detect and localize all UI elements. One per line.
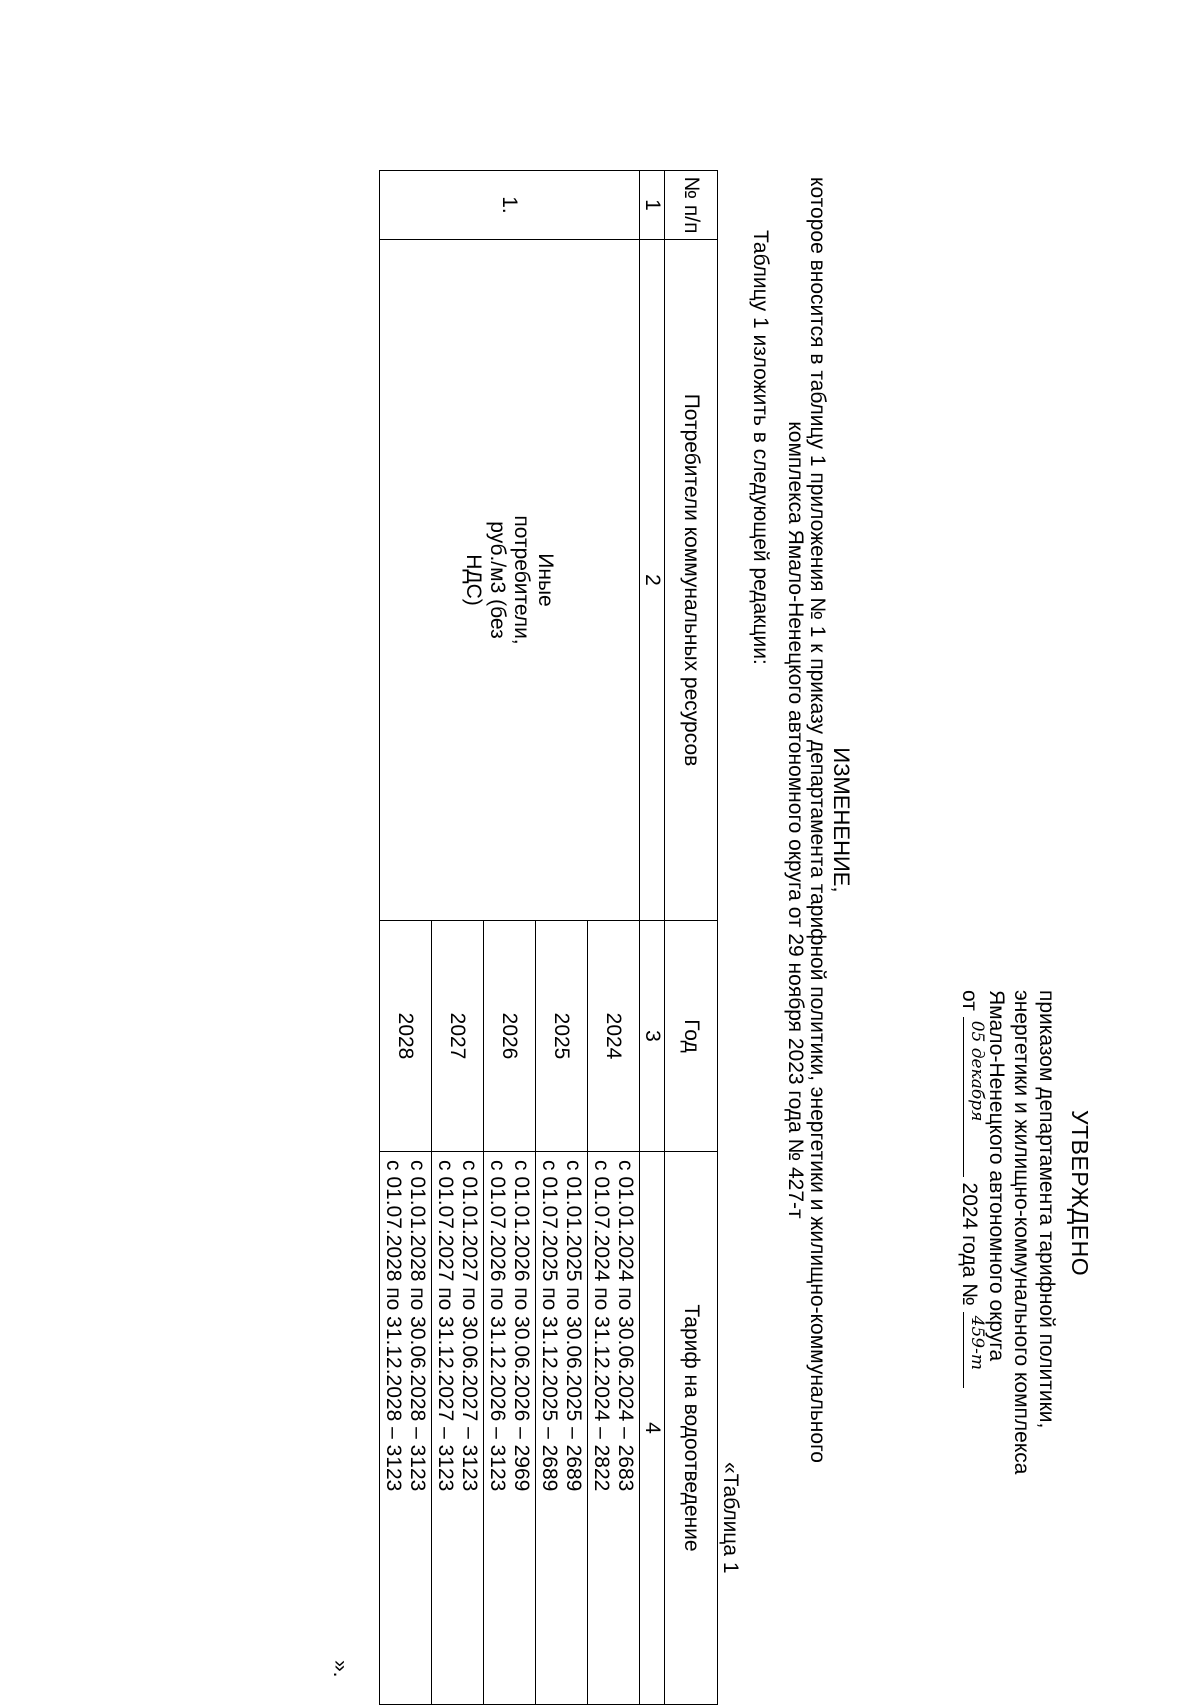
tariff-table [379, 170, 718, 1705]
row-number: 1. [380, 171, 640, 240]
consumer-cell: Иные потребители, руб./м3 (без НДС) [380, 240, 640, 921]
tariff-line: с 01.01.2028 по 30.06.2028 – 3123 [406, 1160, 430, 1492]
date-prefix: от [958, 990, 981, 1011]
handwritten-number: 459-т [967, 1315, 987, 1370]
date-signature-line [963, 1017, 987, 1177]
approval-line-2: энергетики и жилищно-коммунального комплекса [1010, 990, 1033, 1475]
tariff-line: с 01.07.2024 по 31.12.2024 – 2822 [590, 1160, 614, 1492]
header-consumers: Потребители коммунальных ресурсов [665, 240, 718, 921]
table-tag: «Таблица 1 [719, 1462, 742, 1574]
table-header-row [665, 171, 718, 1705]
col-num-1: 1 [640, 171, 665, 240]
header-number: № п/п [665, 171, 718, 240]
heading-line-1: которое вносится в таблицу 1 приложения № 1 к приказу департамента тарифной политики, энергетики и жилищно-коммунального [806, 177, 829, 1463]
year-cell: 2024 [588, 921, 640, 1152]
tariff-cell [432, 1152, 484, 1705]
year-cell: 2027 [432, 921, 484, 1152]
heading-title: ИЗМЕНЕНИЕ, [829, 747, 854, 893]
tariff-line: с 01.01.2025 по 30.06.2025 – 2689 [562, 1160, 586, 1492]
col-num-4: 4 [640, 1152, 665, 1705]
tariff-line: с 01.01.2026 по 30.06.2026 – 2969 [510, 1160, 534, 1492]
year-cell: 2028 [380, 921, 432, 1152]
tariff-line: с 01.07.2027 по 31.12.2027 – 3123 [434, 1160, 458, 1492]
column-number-row [640, 171, 665, 1705]
tariff-cell [484, 1152, 536, 1705]
tariff-line: с 01.01.2027 по 30.06.2027 – 3123 [458, 1160, 482, 1492]
year-cell: 2026 [484, 921, 536, 1152]
year-cell: 2025 [536, 921, 588, 1152]
header-year: Год [665, 921, 718, 1152]
tariff-cell [380, 1152, 432, 1705]
tariff-line: с 01.07.2028 по 31.12.2028 – 3123 [382, 1160, 406, 1492]
document-heading [784, 140, 852, 1500]
handwritten-date: 05 декабря [967, 1020, 987, 1122]
tariff-cell [588, 1152, 640, 1705]
approval-line-1: приказом департамента тарифной политики, [1035, 990, 1058, 1429]
heading-line-2: комплекса Ямало-Ненецкого автономного округа от 29 ноября 2023 года № 427-т [784, 421, 807, 1219]
col-num-2: 2 [640, 240, 665, 921]
tariff-line: с 01.07.2025 по 31.12.2025 – 2689 [538, 1160, 562, 1492]
tariff-cell [536, 1152, 588, 1705]
closing-quote: ». [329, 1660, 352, 1678]
intro-text: Таблицу 1 изложить в следующей редакции: [749, 230, 772, 665]
approval-title: УТВЕРЖДЕНО [1067, 1110, 1093, 1277]
header-tariff: Тариф на водоотведение [665, 1152, 718, 1705]
approval-block [957, 990, 1092, 1680]
tariff-line: с 01.07.2026 по 31.12.2026 – 3123 [486, 1160, 510, 1492]
number-signature-line [963, 1312, 987, 1388]
col-num-3: 3 [640, 921, 665, 1152]
table-row [588, 171, 640, 1705]
tariff-line: с 01.01.2024 по 30.06.2024 – 2683 [614, 1160, 638, 1492]
approval-date-line [957, 990, 987, 1680]
date-middle: 2024 года № [958, 1182, 981, 1306]
approval-line-3: Ямало-Ненецкого автономного округа [985, 990, 1008, 1362]
